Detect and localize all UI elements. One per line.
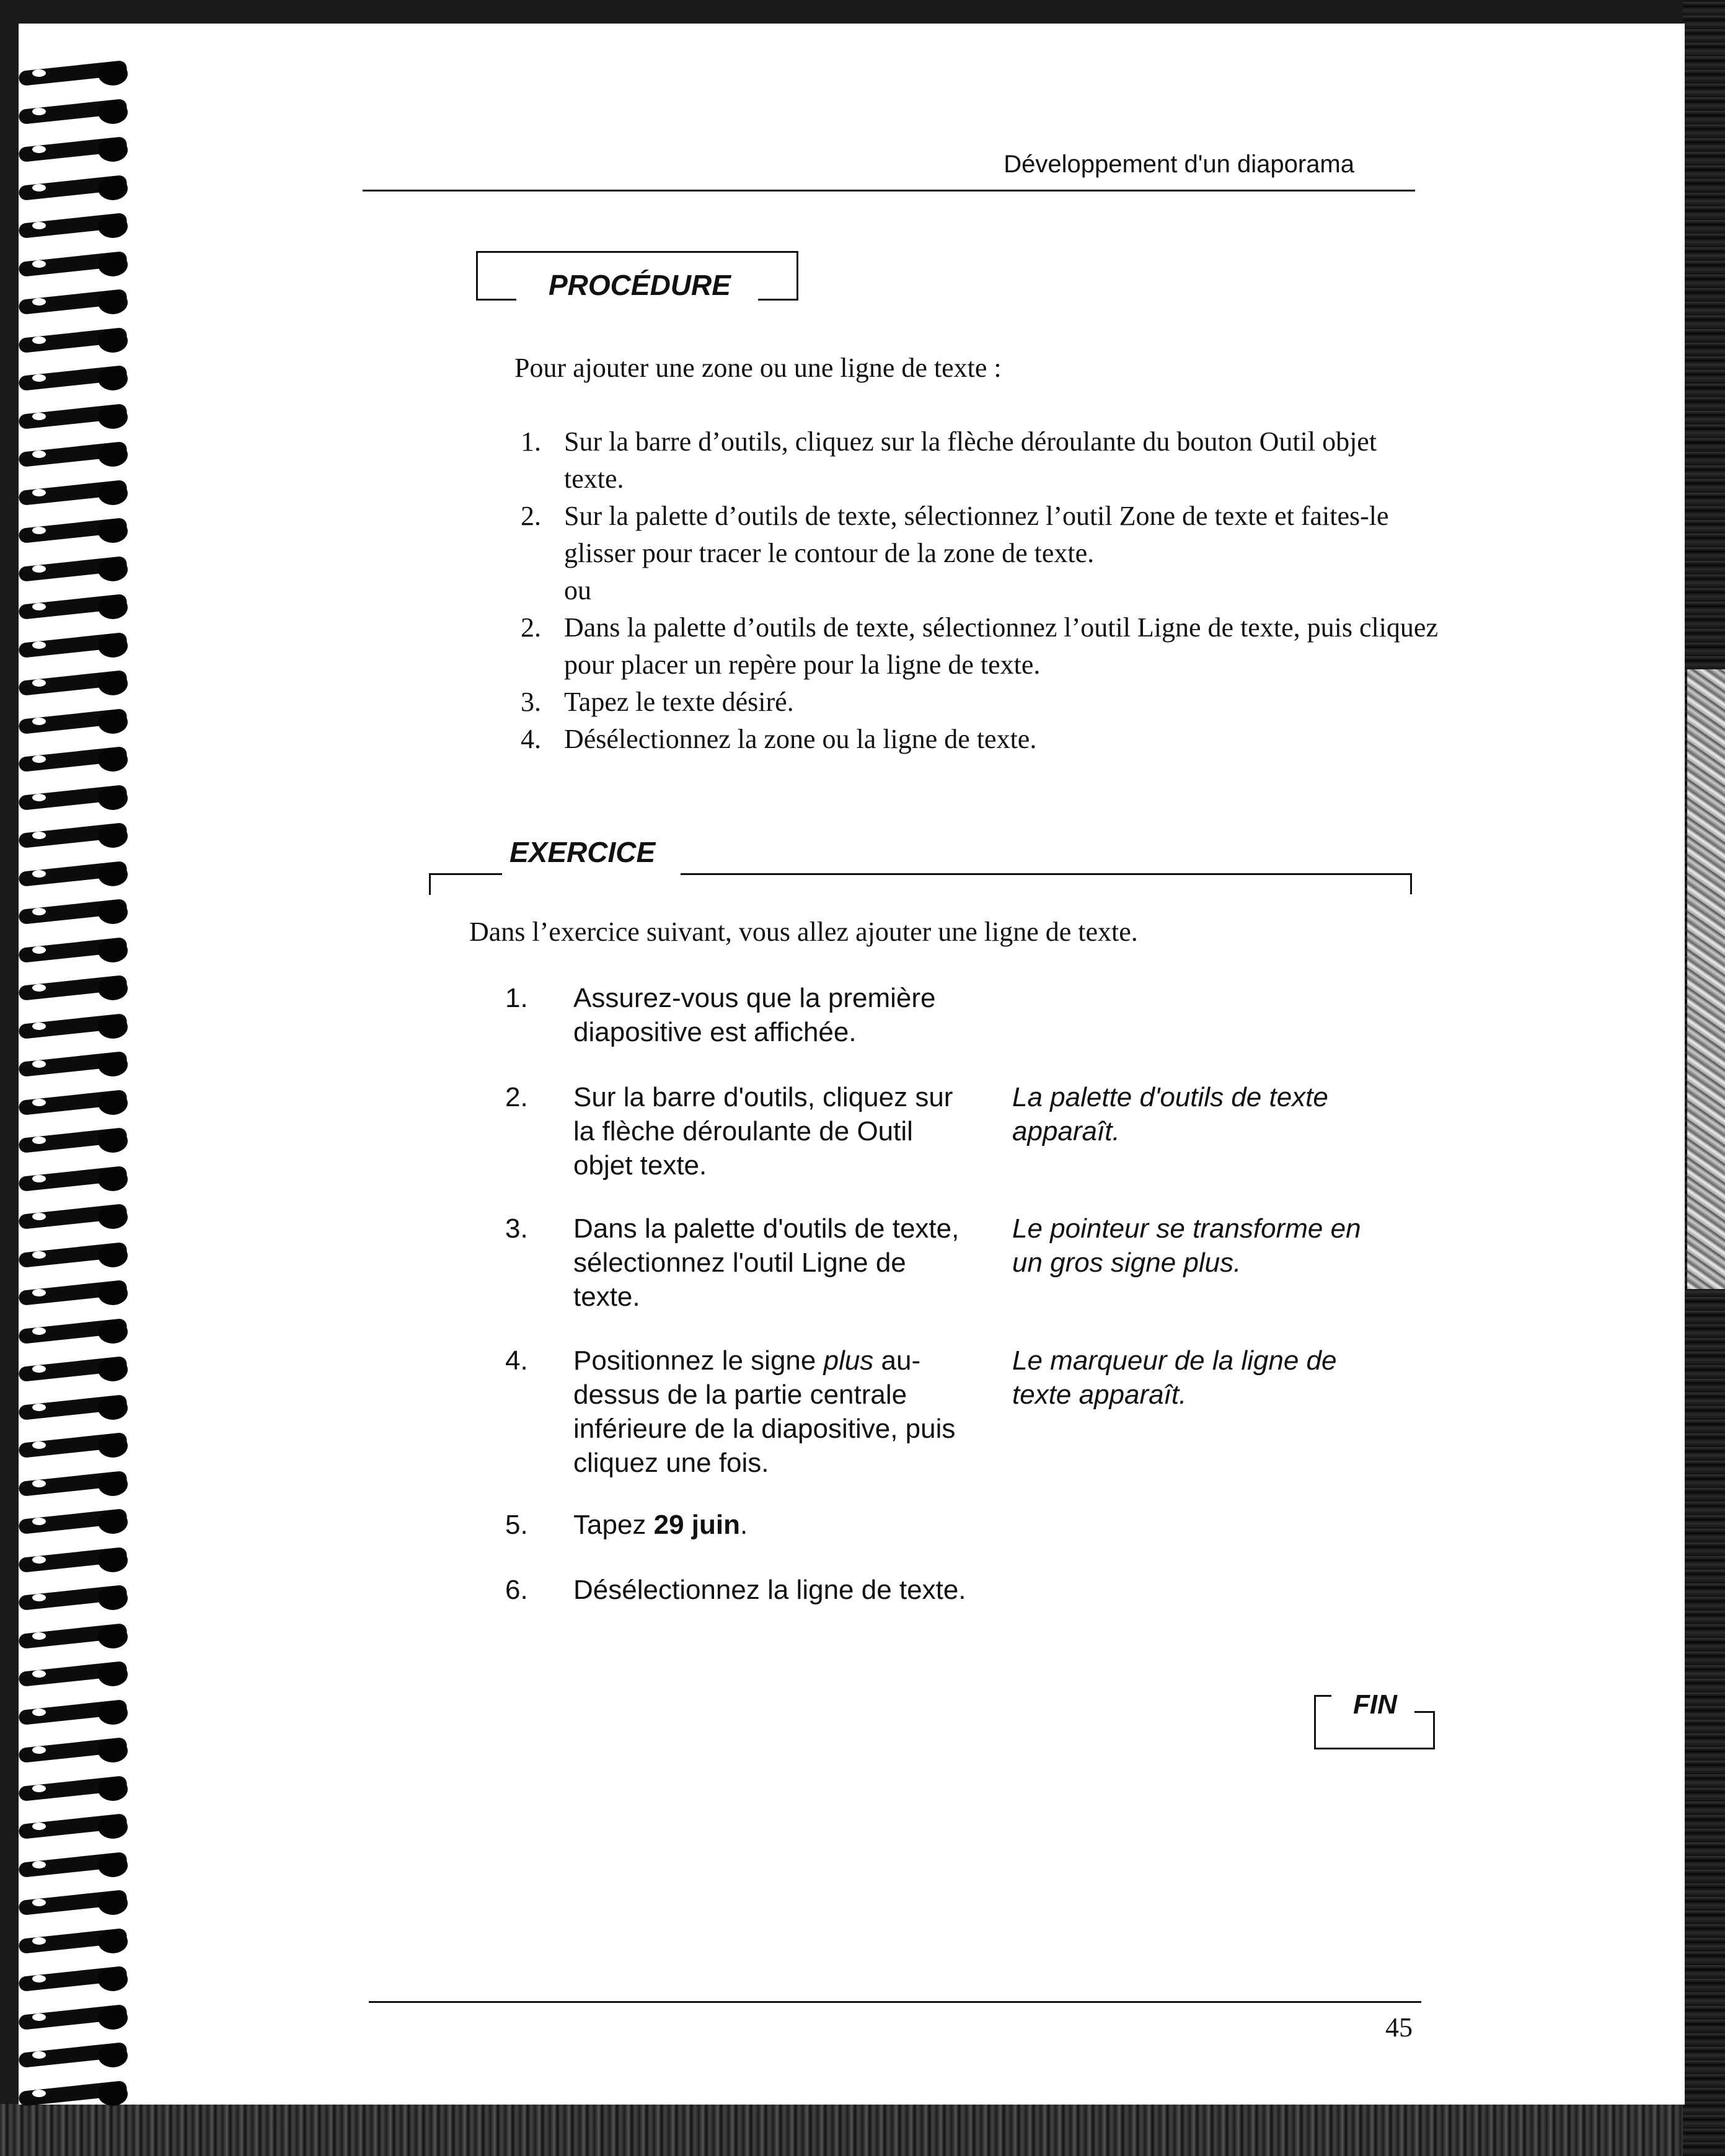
spiral-coil <box>19 99 133 123</box>
spiral-coil <box>19 1319 133 1342</box>
step-text: Désélectionnez la zone ou la ligne de texte. <box>564 724 1037 754</box>
step-number: 1. <box>521 426 541 457</box>
step-number: 3. <box>505 1213 528 1244</box>
spiral-coil <box>19 1090 133 1114</box>
spiral-coil <box>19 404 133 428</box>
exercise-heading: EXERCICE <box>510 836 656 868</box>
spiral-coil <box>19 1700 133 1723</box>
exercise-rule-right <box>1410 873 1412 894</box>
spiral-coil <box>19 1738 133 1761</box>
spiral-coil <box>19 1128 133 1151</box>
spiral-coil <box>19 594 133 618</box>
step-result: Le pointeur se transforme en un gros signe plus. <box>1012 1213 1361 1278</box>
spiral-coil <box>19 213 133 237</box>
step-number: 2. <box>505 1082 528 1112</box>
procedure-step <box>521 423 1438 498</box>
spiral-binding <box>19 61 143 2124</box>
spiral-coil <box>19 671 133 694</box>
step-text: Dans la palette d’outils de texte, sélectionnez l’outil Ligne de texte, puis cliquez pour placer un repère pour la ligne de texte. <box>564 612 1438 680</box>
spiral-coil <box>19 1280 133 1304</box>
spiral-coil <box>19 137 133 161</box>
spiral-coil <box>19 289 133 313</box>
spiral-coil <box>19 518 133 542</box>
spiral-coil <box>19 785 133 809</box>
procedure-steps <box>521 423 1438 758</box>
exercise-rule-left <box>429 874 431 895</box>
step-action-text: Tapez <box>573 1510 654 1540</box>
spiral-coil <box>19 1014 133 1037</box>
spiral-coil <box>19 1052 133 1075</box>
spiral-coil <box>19 557 133 580</box>
procedure-step <box>521 498 1438 572</box>
spiral-coil <box>19 938 133 961</box>
step-text: Sur la palette d’outils de texte, sélectionnez l’outil Zone de texte et faites-le glisser pour tracer le contour de la zone de texte. <box>564 501 1389 568</box>
spiral-coil <box>19 1890 133 1914</box>
exercise-rule <box>681 873 1412 875</box>
spiral-coil <box>19 1471 133 1495</box>
spiral-coil <box>19 1624 133 1647</box>
spiral-coil <box>19 252 133 275</box>
step-result: Le marqueur de la ligne de texte apparaît. <box>1012 1345 1337 1410</box>
scan-border-bottom <box>0 2104 1725 2156</box>
step-number: 4. <box>521 724 541 754</box>
spiral-coil <box>19 2005 133 2028</box>
step-number: 2. <box>521 612 541 643</box>
procedure-step <box>521 609 1438 684</box>
spiral-coil <box>19 1929 133 1952</box>
document-page <box>19 24 1685 2105</box>
spiral-coil <box>19 1852 133 1876</box>
spiral-coil <box>19 1547 133 1571</box>
spiral-coil <box>19 709 133 733</box>
spiral-coil <box>19 823 133 847</box>
step-action-emphasis: plus <box>823 1345 874 1376</box>
step-result: La palette d'outils de texte apparaît. <box>1012 1082 1328 1146</box>
procedure-heading: PROCÉDURE <box>549 269 731 301</box>
spiral-coil <box>19 2081 133 2105</box>
step-text: Sur la barre d’outils, cliquez sur la flèche déroulante du bouton Outil objet texte. <box>564 426 1377 494</box>
spiral-coil <box>19 1776 133 1800</box>
step-action: Sur la barre d'outils, cliquez sur la flèche déroulante de Outil objet texte. <box>573 1082 953 1181</box>
procedure-or: ou <box>564 575 591 605</box>
page-number: 45 <box>1385 2012 1413 2043</box>
step-text: Tapez le texte désiré. <box>564 687 794 717</box>
spiral-coil <box>19 633 133 656</box>
step-action: Assurez-vous que la première diapositive est affichée. <box>573 983 936 1047</box>
spiral-coil <box>19 1166 133 1190</box>
step-action-text: au-dessus de la partie centrale inférieure de la diapositive, puis cliquez une fois. <box>573 1345 956 1478</box>
spiral-coil <box>19 1661 133 1685</box>
step-action-text: Positionnez le signe <box>573 1345 824 1376</box>
spiral-coil <box>19 442 133 465</box>
step-number: 2. <box>521 501 541 531</box>
step-number: 3. <box>521 687 541 717</box>
header-rule <box>363 190 1415 191</box>
procedure-intro: Pour ajouter une zone ou une ligne de texte : <box>514 353 1002 383</box>
step-action-bold: 29 juin <box>653 1510 741 1540</box>
step-number: 1. <box>505 983 528 1013</box>
step-action <box>573 1508 970 1542</box>
step-number: 5. <box>505 1510 528 1540</box>
spiral-coil <box>19 861 133 885</box>
exercise-rule <box>429 873 502 875</box>
step-action: Dans la palette d'outils de texte, sélectionnez l'outil Ligne de texte. <box>573 1213 960 1312</box>
spiral-coil <box>19 1966 133 1990</box>
spiral-coil <box>19 975 133 999</box>
fin-label: FIN <box>1353 1689 1397 1720</box>
spiral-coil <box>19 366 133 389</box>
spiral-coil <box>19 61 133 84</box>
spiral-coil <box>19 1433 133 1456</box>
spiral-coil <box>19 899 133 923</box>
procedure-step <box>521 684 1438 721</box>
spiral-coil <box>19 480 133 504</box>
spiral-coil <box>19 175 133 199</box>
spiral-coil <box>19 1509 133 1533</box>
spiral-coil <box>19 1243 133 1266</box>
running-header-title: Développement d'un diaporama <box>1004 151 1354 178</box>
step-action-text: . <box>740 1510 748 1540</box>
footer-rule <box>369 2001 1421 2003</box>
step-action: Désélectionnez la ligne de texte. <box>573 1575 966 1605</box>
step-number: 6. <box>505 1575 528 1605</box>
step-number: 4. <box>505 1345 528 1376</box>
spiral-coil <box>19 1814 133 1837</box>
spiral-coil <box>19 2043 133 2066</box>
spiral-coil <box>19 747 133 770</box>
exercise-intro: Dans l’exercice suivant, vous allez ajouter une ligne de texte. <box>469 917 1138 947</box>
spiral-coil <box>19 1204 133 1228</box>
step-action <box>573 1344 970 1480</box>
spiral-coil <box>19 1585 133 1609</box>
spiral-coil <box>19 328 133 351</box>
procedure-step <box>521 721 1438 758</box>
scan-noise-right <box>1687 669 1725 1289</box>
spiral-coil <box>19 1357 133 1380</box>
spiral-coil <box>19 1395 133 1419</box>
